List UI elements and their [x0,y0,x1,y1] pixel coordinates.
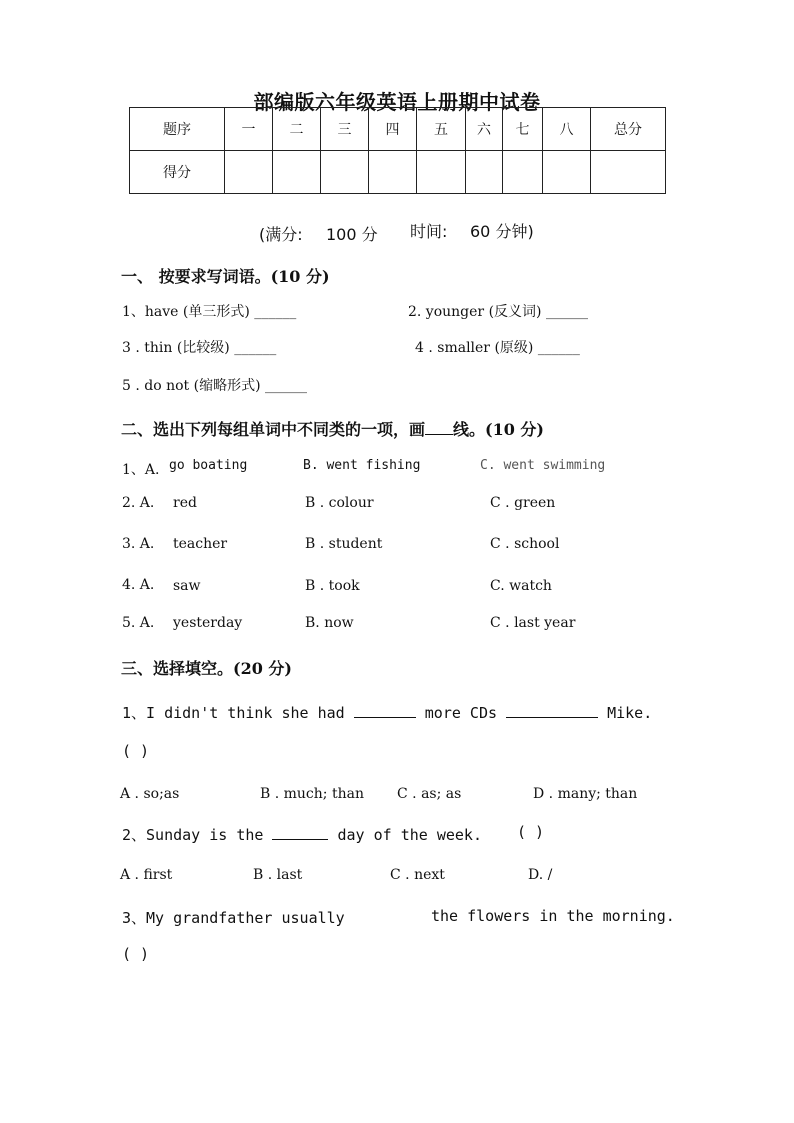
score-cell[interactable] [466,151,503,194]
q1-option: B . much; than [260,786,364,802]
q1-part-a: 1、I didn't think she had [122,704,345,722]
section2-option-c: C . green [490,495,556,511]
score-header-cell: 四 [369,108,417,151]
section2-num: 3. A. [122,536,155,552]
section1-item: 5 . do not (缩略形式) ______ [122,378,307,394]
q1-part-c: Mike. [607,704,653,722]
score-cell[interactable] [321,151,369,194]
section2-option-b: B . took [305,578,360,594]
section2-option-a: go boating [169,458,248,473]
time-value: 60 分钟) [470,222,534,241]
score-header-cell: 八 [543,108,591,151]
q2-option: A . first [120,867,173,883]
score-cell[interactable] [543,151,591,194]
section2-heading-pre: 二、选出下列每组单词中不同类的一项，画 [121,420,426,439]
score-cell[interactable] [225,151,273,194]
score-cell[interactable] [591,151,666,194]
section2-num: 4. A. [122,577,155,593]
answer-blank[interactable] [272,838,328,840]
section1-heading: 一、 按要求写词语。(10 分) [121,267,330,286]
section2-option-b: B . colour [305,495,374,511]
score-header-cell: 三 [321,108,369,151]
answer-blank[interactable] [354,716,416,718]
q1-option: D . many; than [533,786,638,802]
section2-option-c: C . last year [490,615,576,631]
page-title: 部编版六年级英语上册期中试卷 [253,90,541,114]
answer-blank[interactable] [506,716,598,718]
score-cell[interactable] [417,151,466,194]
section1-item: 3 . thin (比较级) ______ [122,340,277,356]
score-header-cell: 二 [273,108,321,151]
q1-stem [122,702,652,723]
score-header-cell: 七 [503,108,543,151]
section2-heading-post: 线。(10 分) [453,420,544,439]
section3-heading: 三、选择填空。(20 分) [121,659,292,678]
full-score-value: 100 分 [326,225,378,244]
score-header-cell: 一 [225,108,273,151]
q1-answer-paren[interactable]: ( ) [122,742,150,760]
section2-option-b: B . student [305,536,383,552]
score-header-cell: 六 [466,108,503,151]
section2-num: 5. A. [122,615,155,631]
q2-option: B . last [253,867,303,883]
full-score-label: (满分: [259,225,303,244]
section1-item: 4 . smaller (原级) ______ [415,340,580,356]
section2-option-b: B. went fishing [303,458,421,473]
section2-option-c: C. watch [490,578,552,594]
time-label: 时间: [410,222,448,241]
score-header-cell: 题序 [130,108,225,151]
section1-item: 1、have (单三形式) ______ [122,304,297,320]
q3-stem-b: the flowers in the morning. [431,907,675,925]
score-header-cell: 总分 [591,108,666,151]
score-table-header-row [130,108,666,151]
q1-part-b: more CDs [424,704,498,722]
score-table [129,107,666,194]
section1-item: 2. younger (反义词) ______ [408,304,588,320]
section2-option-a: red [173,495,197,511]
score-cell[interactable] [503,151,543,194]
q3-stem-a: 3、My grandfather usually [122,909,345,927]
section2-option-a: saw [173,578,201,594]
section2-option-a: yesterday [173,615,243,631]
score-cell[interactable] [273,151,321,194]
underline-blank [425,433,453,435]
score-cell[interactable] [369,151,417,194]
section2-option-a: teacher [173,536,228,552]
q1-option: A . so;as [120,786,180,802]
section2-option-c: C. went swimming [480,458,606,473]
section2-num: 2. A. [122,495,155,511]
section2-heading [121,417,544,440]
score-header-cell: 五 [417,108,466,151]
q3-answer-paren[interactable]: ( ) [122,945,150,963]
q2-stem [122,824,482,845]
q2-part-b: day of the week. [337,826,482,844]
score-table-score-row [130,151,666,194]
section2-option-c: C . school [490,536,560,552]
q2-option: D. / [528,867,553,883]
q2-part-a: 2、Sunday is the [122,826,264,844]
score-row-label: 得分 [130,151,225,194]
section2-option-b: B. now [305,615,354,631]
q1-option: C . as; as [397,786,462,802]
q2-answer-paren[interactable]: ( ) [517,823,545,841]
q2-option: C . next [390,867,445,883]
section2-num: 1、A. [122,462,160,478]
